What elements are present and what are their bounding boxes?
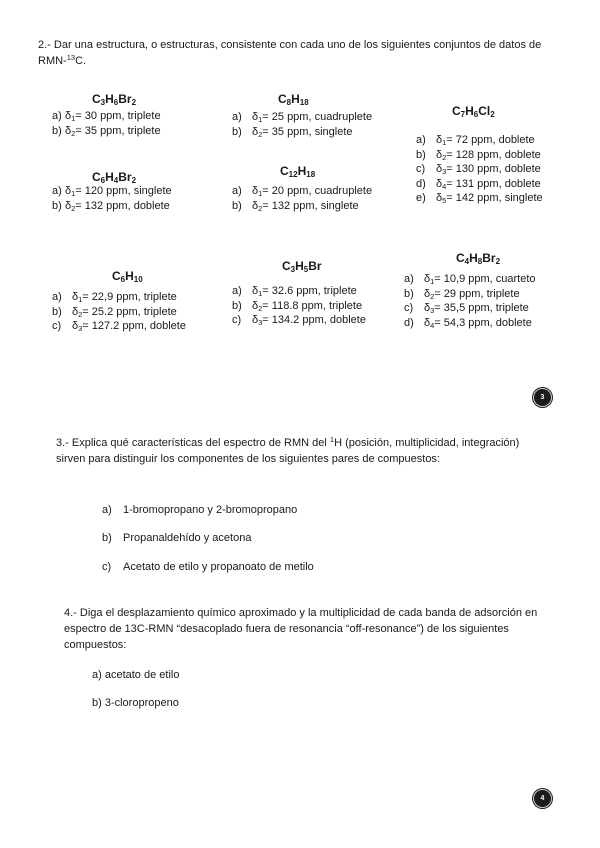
signal-label: b)	[52, 305, 62, 318]
compound-signal-list	[52, 109, 161, 138]
delta-symbol: δ	[436, 177, 443, 190]
formula-count: 5	[303, 265, 309, 274]
delta-symbol: δ	[436, 134, 443, 146]
nmr-signal	[52, 109, 161, 124]
compound-formula	[112, 269, 143, 285]
compound-formula	[278, 92, 309, 108]
nmr-signal	[52, 124, 161, 139]
delta-symbol: δ	[65, 110, 72, 122]
signal-value: = 35 ppm, triplete	[75, 124, 161, 137]
signal-value: = 128 ppm, doblete	[446, 148, 541, 161]
formula-count: 8	[286, 98, 292, 107]
delta-index: 3	[78, 324, 83, 333]
delta-index: 1	[442, 138, 447, 147]
signal-label: c)	[404, 302, 414, 314]
signal-label: c)	[232, 314, 242, 326]
nmr-signal	[52, 290, 186, 305]
signal-label: a)	[416, 134, 426, 146]
formula-element: H	[465, 104, 474, 118]
formula-count: 2	[490, 110, 495, 119]
delta-index: 1	[258, 289, 263, 298]
compound-signal-list	[416, 133, 543, 206]
signal-label: e)	[416, 192, 426, 204]
formula-count: 6	[100, 176, 106, 185]
signal-value: = 130 ppm, doblete	[446, 163, 541, 175]
nmr-signal	[52, 199, 172, 214]
compound-signal-list	[52, 184, 172, 213]
nmr-signal	[404, 301, 536, 316]
question-3-title	[56, 436, 576, 468]
nmr-signal	[416, 191, 543, 206]
delta-index: 1	[71, 189, 76, 198]
page-number-badge: 3	[533, 388, 552, 407]
signal-value: = 132 ppm, singlete	[262, 199, 359, 212]
signal-value: = 25 ppm, cuadruplete	[262, 111, 373, 123]
formula-count: 7	[460, 110, 466, 119]
delta-index: 1	[258, 189, 263, 198]
nmr-signal	[52, 184, 172, 199]
signal-label: d)	[404, 316, 414, 329]
signal-value: = 30 ppm, triplete	[75, 110, 161, 122]
signal-label: b)	[52, 124, 62, 137]
compound-formula	[452, 104, 495, 120]
signal-value: = 35,5 ppm, triplete	[434, 302, 529, 314]
delta-index: 2	[258, 303, 263, 313]
signal-label: a)	[52, 110, 62, 122]
compound-signal-list	[52, 290, 186, 334]
formula-element: H	[105, 92, 114, 106]
nmr-signal	[232, 284, 366, 299]
compound-signal-list	[404, 272, 536, 330]
formula-count: 4	[464, 257, 470, 266]
delta-index: 2	[442, 152, 447, 162]
delta-index: 3	[442, 167, 447, 176]
delta-index: 2	[78, 309, 83, 319]
delta-index: 4	[430, 320, 435, 330]
signal-label: b)	[52, 199, 62, 212]
delta-index: 1	[71, 114, 76, 123]
formula-element: H	[291, 92, 300, 106]
signal-value: = 118.8 ppm, triplete	[262, 299, 363, 312]
formula-element: C	[452, 104, 461, 118]
formula-count: 2	[495, 257, 501, 266]
nmr-signal	[404, 287, 536, 302]
question-3-title-line-1: 3.- Explica qué características del espectro de RMN del $^1$H (posición, multiplicidad, integración)	[56, 435, 520, 449]
compound-signal-list	[232, 184, 372, 213]
signal-value: = 25.2 ppm, triplete	[82, 305, 177, 318]
question-2-title-line-1: 2.- Dar una estructura, o estructuras, consistente con cada uno de los siguientes conjuntos de datos de	[38, 39, 542, 51]
compound-formula	[282, 259, 322, 275]
signal-label: a)	[232, 185, 242, 197]
nmr-signal	[232, 199, 372, 214]
nmr-signal	[232, 299, 366, 314]
formula-count: 10	[133, 275, 143, 284]
compound-formula	[280, 164, 315, 180]
page-number-badge: 4	[533, 789, 552, 808]
formula-count: 6	[473, 110, 479, 119]
nmr-signal	[416, 177, 543, 192]
signal-value: = 142 ppm, singlete	[446, 192, 543, 204]
delta-symbol: δ	[424, 273, 431, 285]
delta-index: 2	[258, 129, 263, 139]
signal-value: = 127.2 ppm, doblete	[82, 320, 186, 332]
formula-element: C	[280, 164, 289, 178]
formula-count: 12	[288, 170, 298, 179]
formula-count: 8	[477, 257, 483, 266]
delta-index: 1	[258, 115, 263, 124]
delta-index: 3	[430, 306, 435, 315]
delta-symbol: δ	[65, 185, 72, 197]
delta-symbol: δ	[252, 285, 259, 297]
delta-index: 2	[430, 291, 435, 301]
signal-value: = 54,3 ppm, doblete	[434, 316, 532, 329]
signal-value: = 134.2 ppm, doblete	[262, 314, 366, 326]
delta-symbol: δ	[65, 124, 72, 137]
formula-element: H	[297, 164, 307, 178]
signal-value: = 32.6 ppm, triplete	[262, 285, 357, 297]
formula-element: Br	[118, 170, 132, 184]
delta-symbol: δ	[436, 148, 443, 161]
formula-element: C	[278, 92, 287, 106]
nmr-signal	[416, 133, 543, 148]
formula-element: Cl	[478, 104, 491, 118]
question-4-title-line-1: 4.- Diga el desplazamiento químico aproximado y la multiplicidad de cada banda de adsorción en	[64, 607, 538, 619]
nmr-signal	[52, 305, 186, 320]
delta-symbol: δ	[436, 192, 443, 204]
question-3-title-line-2: sirven para distinguir los componentes de los siguientes pares de compuestos:	[56, 452, 440, 465]
question-3-item: c) Acetato de etilo y propanoato de metilo	[102, 561, 314, 573]
delta-index: 2	[71, 203, 76, 213]
delta-index: 2	[258, 203, 263, 213]
signal-label: a)	[52, 185, 62, 197]
question-4-title-line-2: espectro de 13C-RMN “desacoplado fuera de resonancia “off-resonance”) de los siguientes	[64, 622, 509, 635]
signal-value: = 10,9 ppm, cuarteto	[434, 273, 536, 285]
delta-index: 4	[442, 181, 447, 191]
question-2-title-line-2: RMN-$^{13}$C.	[38, 52, 87, 67]
delta-index: 2	[71, 128, 76, 138]
formula-count: 3	[100, 98, 106, 107]
signal-value: = 35 ppm, singlete	[262, 125, 353, 138]
question-4-item: b) 3-cloropropeno	[92, 697, 179, 709]
signal-label: b)	[416, 148, 426, 161]
nmr-signal	[232, 110, 372, 125]
formula-element: C	[282, 259, 291, 273]
delta-index: 1	[78, 295, 83, 304]
formula-count: 18	[306, 170, 316, 179]
formula-element: Br	[308, 259, 322, 273]
nmr-signal	[52, 319, 186, 334]
question-4-title	[64, 606, 584, 654]
formula-element: Br	[118, 92, 132, 106]
formula-count: 6	[113, 98, 119, 107]
delta-index: 5	[442, 196, 447, 205]
nmr-signal	[232, 184, 372, 199]
formula-count: 2	[131, 176, 137, 185]
signal-value: = 20 ppm, cuadruplete	[262, 185, 373, 197]
signal-value: = 29 ppm, triplete	[434, 287, 520, 300]
question-4-title-line-3: compuestos:	[64, 638, 127, 651]
formula-count: 4	[113, 176, 119, 185]
formula-count: 18	[299, 98, 309, 107]
formula-element: C	[112, 269, 121, 283]
signal-label: a)	[232, 285, 242, 297]
compound-formula	[92, 92, 136, 108]
signal-value: = 132 ppm, doblete	[75, 199, 170, 212]
signal-value: = 72 ppm, doblete	[446, 134, 535, 146]
delta-symbol: δ	[424, 287, 431, 300]
delta-symbol: δ	[252, 125, 259, 138]
delta-symbol: δ	[252, 185, 259, 197]
delta-symbol: δ	[72, 320, 79, 332]
delta-symbol: δ	[72, 305, 79, 318]
signal-label: b)	[404, 287, 414, 300]
nmr-signal	[416, 148, 543, 163]
delta-symbol: δ	[424, 302, 431, 314]
formula-element: C	[92, 92, 101, 106]
signal-value: = 131 ppm, doblete	[446, 177, 541, 190]
delta-symbol: δ	[424, 316, 431, 329]
signal-label: a)	[404, 273, 414, 285]
signal-label: b)	[232, 199, 242, 212]
signal-label: c)	[52, 320, 62, 332]
formula-element: H	[295, 259, 304, 273]
formula-element: H	[105, 170, 114, 184]
formula-element: H	[125, 269, 134, 283]
compound-signal-list	[232, 110, 372, 139]
formula-count: 6	[120, 275, 126, 284]
formula-count: 3	[290, 265, 296, 274]
delta-symbol: δ	[252, 111, 259, 123]
signal-label: a)	[232, 111, 242, 123]
delta-symbol: δ	[252, 299, 259, 312]
formula-element: C	[92, 170, 101, 184]
signal-value: = 120 ppm, singlete	[75, 185, 172, 197]
delta-symbol: δ	[72, 291, 79, 303]
signal-label: c)	[416, 163, 426, 175]
nmr-signal	[404, 272, 536, 287]
question-3-item: b) Propanaldehído y acetona	[102, 532, 252, 544]
signal-label: b)	[232, 299, 242, 312]
signal-label: a)	[52, 291, 62, 303]
formula-element: Br	[482, 251, 496, 265]
question-4-item: a) acetato de etilo	[92, 669, 180, 681]
compound-signal-list	[232, 284, 366, 328]
nmr-signal	[416, 162, 543, 177]
signal-value: = 22,9 ppm, triplete	[82, 291, 177, 303]
question-2-title	[38, 38, 558, 70]
delta-symbol: δ	[65, 199, 72, 212]
delta-symbol: δ	[252, 314, 259, 326]
formula-element: H	[469, 251, 478, 265]
formula-element: C	[456, 251, 465, 265]
formula-count: 2	[131, 98, 137, 107]
delta-symbol: δ	[252, 199, 259, 212]
nmr-signal	[232, 313, 366, 328]
nmr-signal	[232, 125, 372, 140]
compound-formula	[456, 251, 500, 267]
signal-label: d)	[416, 177, 426, 190]
signal-label: b)	[232, 125, 242, 138]
nmr-signal	[404, 316, 536, 331]
delta-index: 1	[430, 277, 435, 286]
delta-index: 3	[258, 318, 263, 327]
delta-symbol: δ	[436, 163, 443, 175]
question-3-item: a) 1-bromopropano y 2-bromopropano	[102, 504, 298, 516]
